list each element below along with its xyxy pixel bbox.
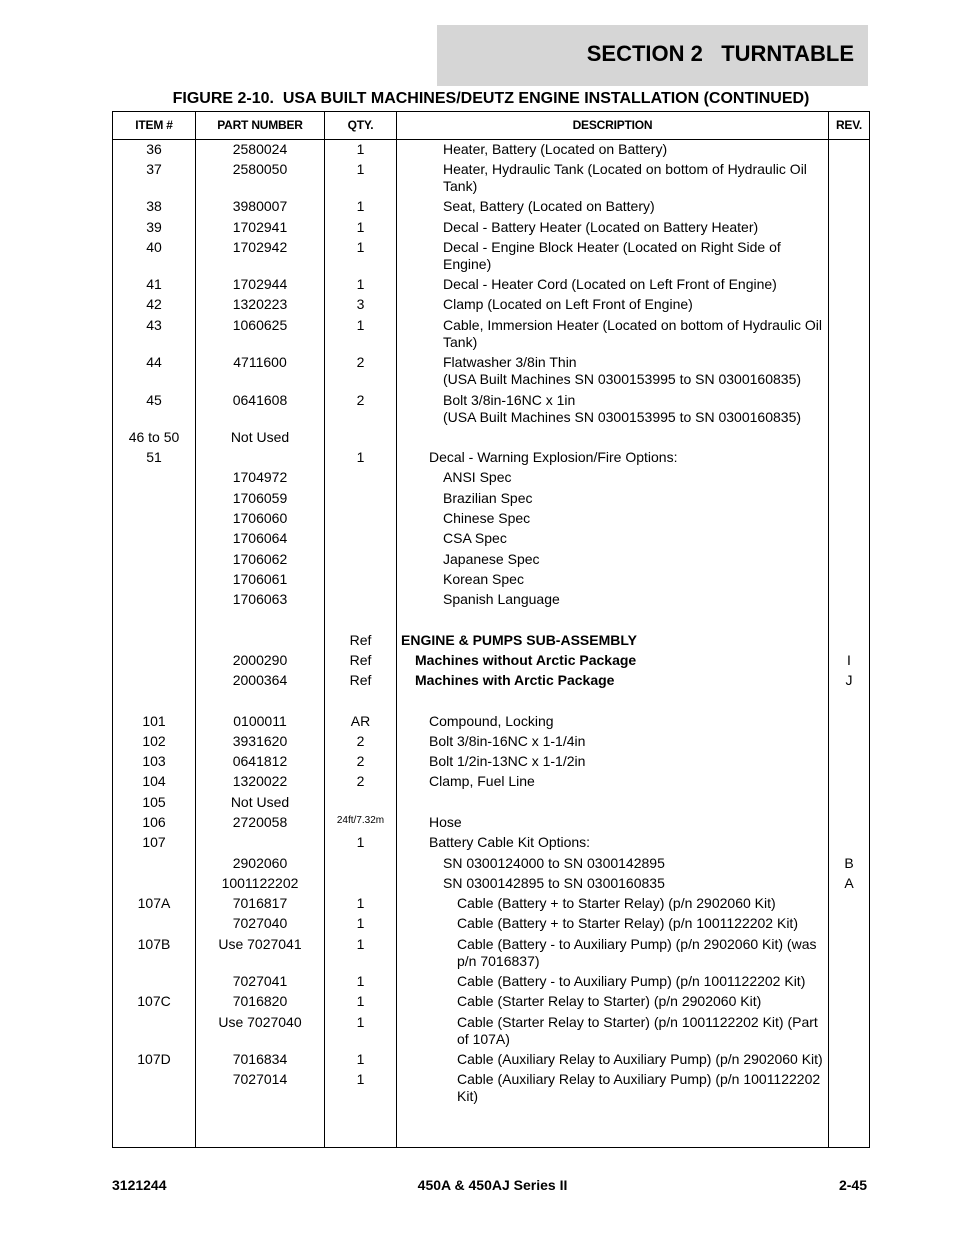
description-line: Cable (Battery - to Auxiliary Pump) (p/n 2902060 Kit) (was [457, 936, 817, 952]
description [397, 834, 859, 851]
quantity: Ref [349, 632, 372, 648]
description [397, 510, 873, 527]
description [397, 973, 887, 990]
part-number: 7027041 [232, 973, 288, 989]
description [397, 895, 887, 912]
description-line: Cable (Starter Relay to Starter) (p/n 1001122202 Kit) (Part [457, 1014, 818, 1030]
description-line: Decal - Warning Explosion/Fire Options: [429, 449, 678, 465]
item-number: 105 [142, 794, 166, 810]
description-line: Clamp, Fuel Line [429, 773, 535, 789]
quantity: 1 [356, 936, 365, 952]
parts-table [112, 111, 870, 1148]
description [397, 276, 873, 293]
description-line: Cable (Starter Relay to Starter) (p/n 2902060 Kit) [457, 993, 762, 1009]
description [397, 713, 859, 730]
item-number: 39 [146, 219, 162, 235]
description [397, 753, 859, 770]
item-number: 51 [146, 449, 162, 465]
part-number: 7016820 [232, 993, 288, 1009]
quantity: 1 [356, 1071, 365, 1087]
description-line: Japanese Spec [443, 551, 540, 567]
part-number: 4711600 [233, 354, 287, 370]
description [397, 591, 873, 608]
description [397, 161, 873, 195]
description [397, 449, 859, 466]
quantity: 1 [356, 895, 365, 911]
part-number: 7016834 [232, 1051, 288, 1067]
quantity: 1 [356, 1051, 365, 1067]
description [397, 219, 873, 236]
header-divider [113, 139, 869, 140]
quantity: 2 [356, 392, 365, 408]
revision: A [844, 875, 854, 891]
description [397, 551, 873, 568]
description-line: Cable (Battery + to Starter Relay) (p/n 2902060 Kit) [457, 895, 776, 911]
description [397, 354, 873, 388]
description [397, 773, 859, 790]
description [397, 530, 873, 547]
description-line: Korean Spec [443, 571, 524, 587]
description-line: SN 0300124000 to SN 0300142895 [443, 855, 665, 871]
quantity: 1 [356, 317, 365, 333]
description [397, 296, 873, 313]
description [397, 875, 873, 892]
item-number: 44 [146, 354, 162, 370]
part-number: 1704972 [232, 469, 288, 485]
description-line: Bolt 3/8in-16NC x 1-1/4in [429, 733, 586, 749]
item-number: 43 [146, 317, 162, 333]
description-line: Cable (Battery - to Auxiliary Pump) (p/n 1001122202 Kit) [457, 973, 806, 989]
quantity: 24ft/7.32m [336, 815, 385, 826]
description [397, 490, 873, 507]
item-number: 107C [137, 993, 171, 1009]
part-number: 3980007 [232, 198, 288, 214]
description [397, 1051, 887, 1068]
description-line: CSA Spec [443, 530, 507, 546]
part-number: 2580024 [232, 141, 288, 157]
description [397, 141, 873, 158]
description-line: Spanish Language [443, 591, 560, 607]
description [397, 1071, 887, 1105]
description-line: Kit) [457, 1088, 478, 1104]
quantity: Ref [349, 672, 372, 688]
description-line: Cable (Auxiliary Relay to Auxiliary Pump) (p/n 1001122202 [457, 1071, 821, 1087]
description-line: Decal - Engine Block Heater (Located on Right Side of [443, 239, 781, 255]
description-line: Tank) [443, 334, 478, 350]
header-qty: QTY. [347, 118, 374, 132]
quantity: 2 [356, 354, 365, 370]
description-line: Machines with Arctic Package [415, 672, 615, 688]
item-number: 46 to 50 [128, 429, 180, 445]
quantity: 1 [356, 973, 365, 989]
description-line: Tank) [443, 178, 478, 194]
description [397, 936, 887, 970]
description-line: Seat, Battery (Located on Battery) [443, 198, 655, 214]
description-line: Engine) [443, 256, 492, 272]
description-line: Brazilian Spec [443, 490, 533, 506]
description [397, 915, 887, 932]
description-line: Heater, Hydraulic Tank (Located on bottom of Hydraulic Oil [443, 161, 807, 177]
part-number: 7027014 [232, 1071, 288, 1087]
quantity: 2 [356, 753, 365, 769]
revision: B [844, 855, 854, 871]
description-line: (USA Built Machines SN 0300153995 to SN 0300160835) [443, 409, 802, 425]
part-number: 2902060 [232, 855, 288, 871]
description-line: SN 0300142895 to SN 0300160835 [443, 875, 665, 891]
description [397, 571, 873, 588]
part-number: 1320223 [232, 296, 288, 312]
part-number: 7016817 [232, 895, 288, 911]
quantity: 3 [356, 296, 365, 312]
description-line: Compound, Locking [429, 713, 554, 729]
description [397, 632, 831, 649]
item-number: 107A [137, 895, 171, 911]
quantity: 1 [356, 198, 365, 214]
description-line: Battery Cable Kit Options: [429, 834, 591, 850]
header-item: ITEM # [135, 118, 173, 132]
item-number: 106 [142, 814, 166, 830]
part-number: 2720058 [232, 814, 288, 830]
quantity: 1 [356, 276, 365, 292]
quantity: Ref [349, 652, 372, 668]
part-number: 1706059 [232, 490, 288, 506]
part-number: 1706062 [232, 551, 288, 567]
description-line: p/n 7016837) [457, 953, 540, 969]
description-line: (USA Built Machines SN 0300153995 to SN 0300160835) [443, 371, 802, 387]
part-number: 1060625 [232, 317, 288, 333]
description-line: Hose [429, 814, 462, 830]
column-divider [324, 112, 325, 1147]
description-line: Decal - Heater Cord (Located on Left Front of Engine) [443, 276, 777, 292]
description [397, 392, 873, 426]
footer-doc-number: 3121244 [112, 1177, 167, 1193]
quantity: 1 [356, 993, 365, 1009]
part-number: 0100011 [233, 713, 287, 729]
description [397, 1014, 887, 1048]
quantity: 1 [356, 161, 365, 177]
description [397, 993, 887, 1010]
quantity: AR [350, 713, 371, 729]
item-number: 107B [137, 936, 171, 952]
quantity: 1 [356, 834, 365, 850]
part-number: 1706060 [232, 510, 288, 526]
description [397, 652, 845, 669]
quantity: 1 [356, 915, 365, 931]
part-number: 1702944 [232, 276, 288, 292]
description [397, 855, 873, 872]
quantity: 1 [356, 449, 365, 465]
item-number: 107D [137, 1051, 171, 1067]
column-divider [195, 112, 196, 1147]
description [397, 733, 859, 750]
description [397, 239, 873, 273]
header-part-number: PART NUMBER [217, 118, 303, 132]
item-number: 102 [142, 733, 166, 749]
item-number: 107 [142, 834, 166, 850]
quantity: 2 [356, 773, 365, 789]
revision: I [847, 652, 851, 668]
description [397, 317, 873, 351]
description [397, 469, 873, 486]
description-line: Flatwasher 3/8in Thin [443, 354, 577, 370]
item-number: 36 [146, 141, 162, 157]
item-number: 42 [146, 296, 162, 312]
item-number: 103 [142, 753, 166, 769]
description [397, 814, 859, 831]
header-description: DESCRIPTION [572, 118, 653, 132]
part-number: 1001122202 [221, 875, 299, 891]
part-number: 1706061 [232, 571, 288, 587]
part-number: 3931620 [232, 733, 288, 749]
description-line: Bolt 3/8in-16NC x 1in [443, 392, 576, 408]
part-number: 1320022 [232, 773, 288, 789]
part-number: 0641608 [232, 392, 288, 408]
quantity: 1 [356, 1014, 365, 1030]
item-number: 104 [142, 773, 166, 789]
part-number: 0641812 [232, 753, 288, 769]
part-number: 1702941 [232, 219, 288, 235]
footer-page-number: 2-45 [838, 1177, 867, 1193]
description-line: Machines without Arctic Package [415, 652, 637, 668]
description-line: of 107A) [457, 1031, 510, 1047]
description-line: Cable (Auxiliary Relay to Auxiliary Pump) (p/n 2902060 Kit) [457, 1051, 823, 1067]
section-title: SECTION 2 TURNTABLE [586, 41, 854, 66]
description-line: Heater, Battery (Located on Battery) [443, 141, 668, 157]
item-number: 37 [146, 161, 162, 177]
part-number: Use 7027041 [218, 936, 302, 952]
quantity: 1 [356, 141, 365, 157]
part-number: 1702942 [232, 239, 288, 255]
section-banner [437, 25, 868, 86]
part-number: 7027040 [232, 915, 288, 931]
figure-title: FIGURE 2-10. USA BUILT MACHINES/DEUTZ ENGINE INSTALLATION (CONTINUED) [172, 90, 810, 107]
description-line: Bolt 1/2in-13NC x 1-1/2in [429, 753, 586, 769]
quantity: 2 [356, 733, 365, 749]
description [397, 198, 873, 215]
part-number: 1706063 [232, 591, 288, 607]
part-number: Use 7027040 [218, 1014, 302, 1030]
part-number: Not Used [230, 429, 290, 445]
description-line: Cable (Battery + to Starter Relay) (p/n 1001122202 Kit) [457, 915, 798, 931]
part-number: Not Used [230, 794, 290, 810]
description-line: Chinese Spec [443, 510, 531, 526]
description-line: Decal - Battery Heater (Located on Battery Heater) [443, 219, 759, 235]
quantity: 1 [356, 219, 365, 235]
item-number: 38 [146, 198, 162, 214]
item-number: 45 [146, 392, 162, 408]
description-line: ANSI Spec [443, 469, 512, 485]
item-number: 40 [146, 239, 162, 255]
header-rev: REV. [835, 118, 863, 132]
item-number: 41 [146, 276, 162, 292]
footer-model: 450A & 450AJ Series II [417, 1177, 568, 1193]
part-number: 2000364 [232, 672, 288, 688]
revision: J [845, 672, 853, 688]
quantity: 1 [356, 239, 365, 255]
description [397, 672, 845, 689]
item-number: 101 [142, 713, 166, 729]
description-line: ENGINE & PUMPS SUB-ASSEMBLY [401, 632, 637, 648]
part-number: 2000290 [232, 652, 288, 668]
description-line: Clamp (Located on Left Front of Engine) [443, 296, 693, 312]
description-line: Cable, Immersion Heater (Located on bottom of Hydraulic Oil [443, 317, 822, 333]
part-number: 1706064 [232, 530, 288, 546]
part-number: 2580050 [232, 161, 288, 177]
